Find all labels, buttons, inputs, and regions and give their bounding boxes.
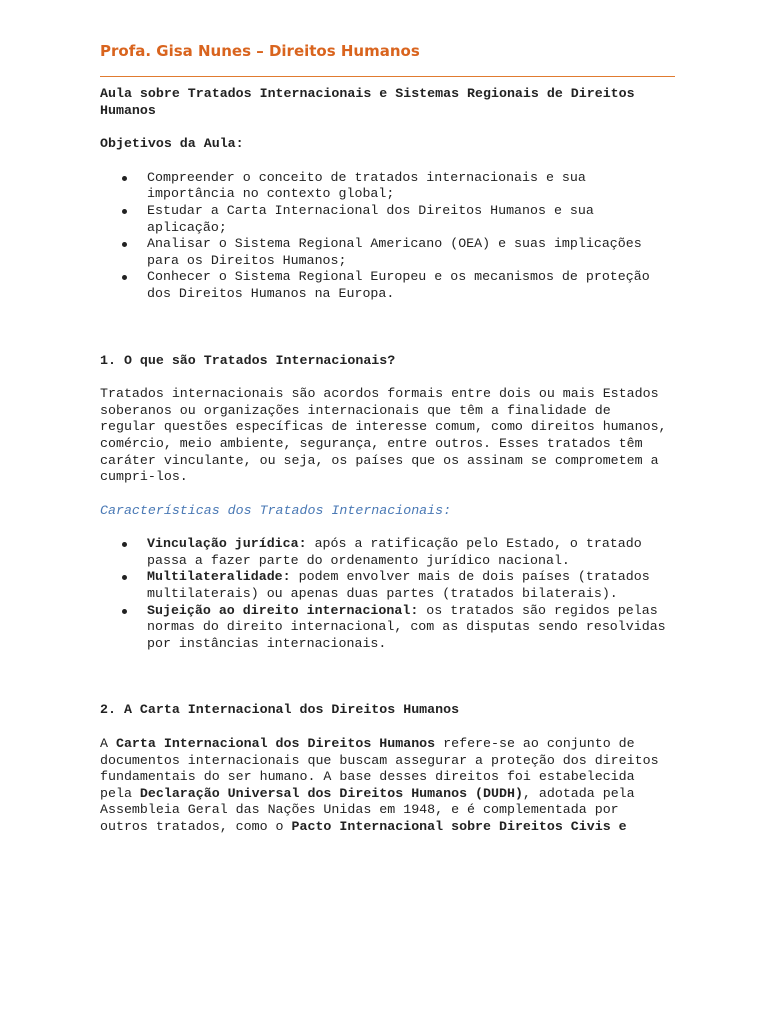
list-item-term: Multilateralidade: <box>147 569 291 585</box>
list-item <box>100 536 670 569</box>
paragraph-text: , adotada pela Assembleia Geral das Nações Unidas em 1948, e é complementada por outros tratados, como o <box>100 785 635 834</box>
document-body <box>100 86 670 836</box>
list-item-text: podem envolver mais de dois países (tratados multilaterais) ou apenas duas partes (tratados bilaterais). <box>147 569 650 602</box>
list-item <box>100 603 670 653</box>
paragraph-text: A <box>100 736 116 752</box>
paragraph-bold-text: Pacto Internacional sobre Direitos Civis e <box>291 819 627 834</box>
section1-subheading: Características dos Tratados Internacionais: <box>100 502 452 518</box>
bullet-icon <box>122 542 127 547</box>
objectives-list <box>100 170 670 303</box>
paragraph-text: refere-se ao conjunto de documentos internacionais que buscam assegurar a proteção dos direitos fundamentais do ser humano. A base desses direitos foi estabelecida pela <box>100 736 659 801</box>
bullet-icon <box>122 275 127 280</box>
list-item-term: Sujeição ao direito internacional: <box>147 602 419 618</box>
bullet-icon <box>122 176 127 181</box>
list-item-text: Compreender o conceito de tratados internacionais e sua importância no contexto global; <box>147 169 586 202</box>
list-item-text: após a ratificação pelo Estado, o tratado passa a fazer parte do ordenamento jurídico nacional. <box>147 536 642 568</box>
list-item-term: Vinculação jurídica: <box>147 536 307 552</box>
list-item <box>100 236 670 269</box>
list-item-text: Analisar o Sistema Regional Americano (OEA) e suas implicações para os Direitos Humanos; <box>147 236 642 268</box>
document-header-title: Profa. Gisa Nunes – Direitos Humanos <box>100 42 420 60</box>
objectives-heading: Objetivos da Aula: <box>100 136 244 152</box>
list-item <box>100 170 670 203</box>
list-item-text: Estudar a Carta Internacional dos Direitos Humanos e sua aplicação; <box>147 202 594 235</box>
header-rule <box>100 76 675 77</box>
list-item <box>100 269 670 302</box>
bullet-icon <box>122 209 127 214</box>
section1-heading: 1. O que são Tratados Internacionais? <box>100 352 396 368</box>
paragraph-bold-text: Carta Internacional dos Direitos Humanos <box>115 736 436 752</box>
section2-paragraph <box>100 736 670 836</box>
list-item <box>100 203 670 236</box>
bullet-icon <box>122 575 127 580</box>
characteristics-list <box>100 536 670 652</box>
lesson-title: Aula sobre Tratados Internacionais e Sistemas Regionais de Direitos Humanos <box>100 86 635 118</box>
bullet-icon <box>122 242 127 247</box>
section1-paragraph: Tratados internacionais são acordos formais entre dois ou mais Estados soberanos ou organizações internacionais que têm a finalidade de regular questões específicas de interesse comum, como direitos humanos, comércio, meio ambiente, segurança, entre outros. Esses tratados têm caráter vinculante, ou seja, os países que os assinam se comprometem a cumpri-los. <box>100 386 667 485</box>
list-item-text: os tratados são regidos pelas normas do direito internacional, com as disputas sendo resolvidas por instâncias internacionais. <box>147 602 666 651</box>
paragraph-bold-text: Declaração Universal dos Direitos Humanos (DUDH) <box>139 785 523 801</box>
list-item <box>100 569 670 602</box>
bullet-icon <box>122 609 127 614</box>
section2-heading: 2. A Carta Internacional dos Direitos Humanos <box>100 702 460 718</box>
list-item-text: Conhecer o Sistema Regional Europeu e os mecanismos de proteção dos Direitos Humanos na Europa. <box>147 269 650 301</box>
